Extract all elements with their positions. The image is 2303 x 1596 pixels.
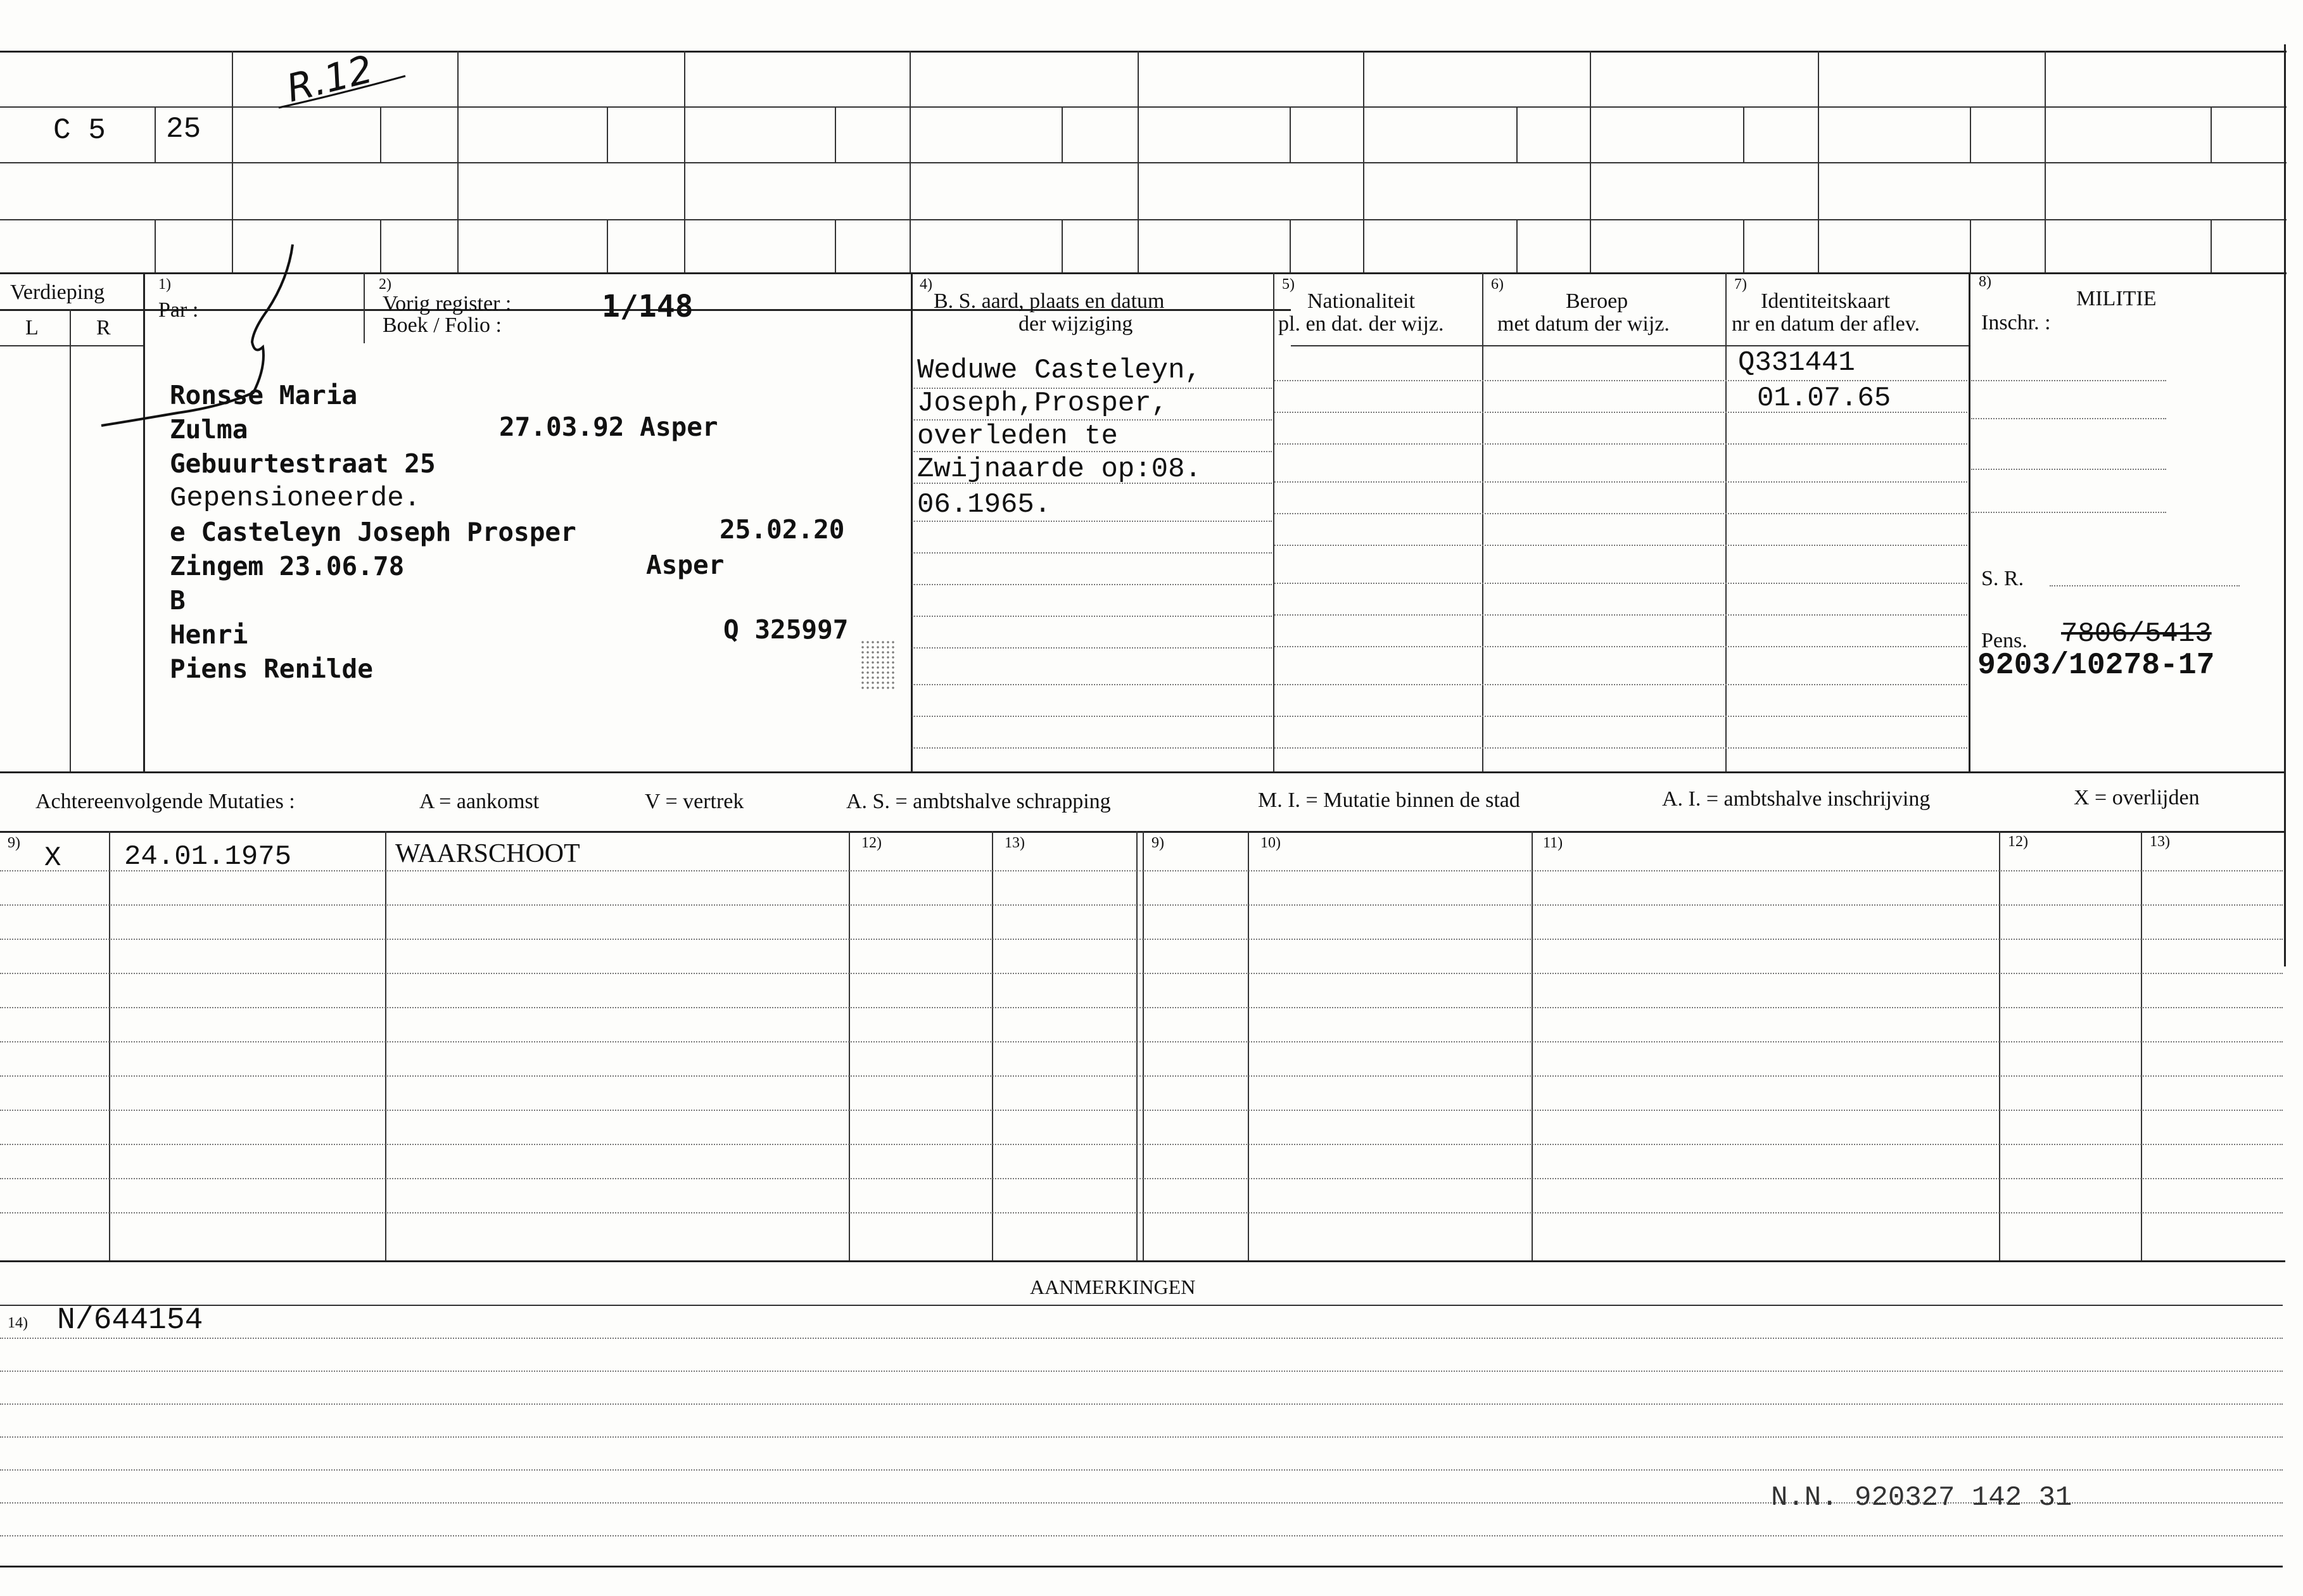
grid-divider [380, 106, 381, 162]
grid-divider [380, 219, 381, 272]
grid-line [0, 162, 2287, 163]
col2-number: 2) [379, 276, 391, 293]
grid-divider [607, 219, 608, 272]
mut-divider [2141, 831, 2142, 1260]
col-line [1274, 380, 1967, 381]
card-bottom-line [0, 1566, 2283, 1568]
militie-divider [1969, 272, 1970, 771]
handwritten-underline [272, 70, 412, 114]
mut-col9b-number: 9) [1152, 835, 1164, 851]
inschr-label: Inschr. : [1981, 311, 2051, 334]
mut-divider [1136, 831, 1138, 1260]
mut-line [0, 904, 2283, 906]
grid-divider [1290, 106, 1291, 162]
person-address: Gebuurtestraat 25 [170, 448, 436, 479]
grid-divider [835, 219, 836, 272]
person-birth: 27.03.92 Asper [499, 412, 718, 442]
nat-divider [1273, 272, 1274, 771]
mut-line [0, 939, 2283, 940]
legend-vertrek: V = vertrek [645, 790, 744, 813]
aanm-line [0, 1535, 2283, 1536]
col5-number: 5) [1282, 276, 1295, 293]
bs-text-line1: Weduwe Casteleyn, [917, 355, 1202, 386]
mut-row1-type: X [44, 842, 61, 874]
mut-line [0, 1007, 2283, 1008]
stamp-smudge [860, 640, 896, 690]
grid-divider [1743, 106, 1744, 162]
id-header-line1: Identiteitskaart [1761, 289, 1890, 313]
grid-divider [1062, 106, 1063, 162]
col6-number: 6) [1491, 276, 1504, 293]
id-divider [1725, 272, 1727, 771]
mut-col11b-number: 11) [1543, 835, 1563, 851]
nn-number: N.N. 920327 142 31 [1771, 1482, 2072, 1514]
bs-line [912, 716, 1272, 717]
beroep-divider [1482, 272, 1483, 771]
mut-line [0, 1178, 2283, 1179]
pens-label: Pens. [1981, 629, 2027, 652]
legend-mutatie-stad: M. I. = Mutatie binnen de stad [1258, 788, 1520, 812]
grid-line [0, 219, 2287, 220]
grid-divider [1062, 219, 1063, 272]
id-date: 01.07.65 [1757, 383, 1891, 414]
col-line [1274, 646, 1967, 647]
bs-line [912, 521, 1272, 522]
verdieping-l-label: L [25, 316, 39, 339]
header-bottom-line [1291, 345, 1969, 346]
col-line [1274, 716, 1967, 717]
grid-divider [684, 51, 685, 272]
par-label: Par : [158, 298, 199, 322]
col-line [1274, 583, 1967, 584]
mut-line [0, 1041, 2283, 1042]
mut-line [0, 870, 2283, 871]
mut-divider [1248, 831, 1249, 1260]
bs-line [912, 552, 1272, 554]
person-spouse-place: Asper [646, 550, 725, 580]
aanm-top-line [0, 1305, 2283, 1306]
aanm-line [0, 1403, 2283, 1405]
col-line [1274, 443, 1967, 445]
col-line [1274, 481, 1967, 483]
mut-col10b-number: 10) [1260, 835, 1281, 851]
par-divider [364, 272, 365, 343]
grid-divider [2045, 51, 2046, 272]
mut-divider [385, 831, 386, 1260]
legend-ambtshalve-schrapping: A. S. = ambtshalve schrapping [846, 790, 1111, 813]
mut-line [0, 973, 2283, 974]
person-mother: Piens Renilde [170, 654, 373, 684]
grid-divider [232, 51, 233, 272]
grid-divider [910, 51, 911, 272]
person-spouse-date: 25.02.20 [720, 514, 845, 545]
bs-divider [911, 272, 913, 771]
person-line-b: B [170, 585, 186, 616]
bs-text-line2: Joseph,Prosper, [917, 388, 1169, 419]
bs-text-line4: Zwijnaarde op:08. [917, 453, 1202, 485]
legend-overlijden: X = overlijden [2074, 786, 2200, 809]
mut-col12b-number: 12) [2008, 833, 2028, 850]
grid-divider [2211, 106, 2212, 162]
militie-line [1971, 380, 2166, 381]
mut-line [0, 1212, 2283, 1213]
mut-row1-place: WAARSCHOOT [395, 839, 580, 868]
grid-divider [1818, 51, 1819, 272]
col-line [1274, 545, 1967, 546]
grid-line [0, 272, 2287, 274]
grid-divider [607, 106, 608, 162]
vorig-register-label: Vorig register : [383, 292, 512, 315]
col-line [1274, 684, 1967, 685]
aanm-line [0, 1436, 2283, 1438]
bs-header-line2: der wijziging [1018, 312, 1133, 336]
beroep-header-line2: met datum der wijz. [1497, 312, 1670, 336]
person-name-line1: Ronsse Maria [170, 380, 358, 410]
pens-new-value: 9203/10278-17 [1977, 649, 2215, 683]
col7-number: 7) [1734, 276, 1747, 293]
sr-line [2050, 585, 2240, 586]
legend-aankomst: A = aankomst [419, 790, 540, 813]
grid-divider [1290, 219, 1291, 272]
mutaties-bottom-line [0, 1260, 2285, 1262]
grid-divider [1516, 106, 1518, 162]
person-name-line2: Zulma [170, 414, 248, 445]
col8-number: 8) [1979, 274, 1991, 290]
person-spouse: e Casteleyn Joseph Prosper [170, 517, 576, 547]
aanm-value: N/644154 [57, 1303, 203, 1338]
mut-divider [1143, 831, 1144, 1260]
col4-number: 4) [920, 276, 932, 293]
grid-divider [1363, 51, 1364, 272]
beroep-header-line1: Beroep [1566, 289, 1628, 313]
grid-divider [457, 51, 459, 272]
mut-divider [109, 831, 110, 1260]
grid-divider [155, 106, 156, 162]
l-r-divider [70, 309, 71, 771]
grid-divider [1970, 219, 1971, 272]
nat-header-line2: pl. en dat. der wijz. [1278, 312, 1444, 336]
mut-line [0, 1144, 2283, 1145]
mut-divider [1999, 831, 2000, 1260]
person-section-bottom [0, 771, 2285, 773]
militie-line [1971, 469, 2166, 470]
mut-col12-number: 12) [861, 835, 882, 851]
id-header-line2: nr en datum der aflev. [1732, 312, 1920, 336]
aanmerkingen-title: AANMERKINGEN [1030, 1276, 1196, 1298]
mutaties-title: Achtereenvolgende Mutaties : [35, 790, 295, 813]
id-number: Q331441 [1738, 347, 1855, 379]
legend-ambtshalve-inschrijving: A. I. = ambtshalve inschrijving [1662, 787, 1931, 811]
mut-col13b-number: 13) [2150, 833, 2170, 850]
bs-text-line3: overleden te [917, 421, 1118, 452]
col1-number: 1) [158, 276, 171, 293]
grid-divider [1970, 106, 1971, 162]
aanm-line [0, 1469, 2283, 1471]
boek-folio-label: Boek / Folio : [383, 314, 502, 337]
person-father: Henri [170, 619, 248, 650]
mut-col9-number: 9) [8, 835, 20, 851]
person-code: Q 325997 [723, 614, 849, 645]
aanm-line [0, 1338, 2283, 1339]
mut-divider [1532, 831, 1533, 1260]
grid-divider [1743, 219, 1744, 272]
mut-row1-date: 24.01.1975 [124, 841, 292, 873]
nat-header-line1: Nationaliteit [1307, 289, 1415, 313]
mut-divider [992, 831, 993, 1260]
right-border [2284, 44, 2286, 966]
vorig-register-value: 1/148 [602, 289, 694, 324]
sr-label: S. R. [1981, 567, 2024, 590]
verdieping-r-label: R [96, 316, 111, 339]
col-line [1274, 513, 1967, 514]
grid-divider [1516, 219, 1518, 272]
mut-divider [849, 831, 850, 1260]
grid-divider [835, 106, 836, 162]
bs-line [912, 584, 1272, 585]
mut-col13-number: 13) [1005, 835, 1025, 851]
grid-divider [2211, 219, 2212, 272]
col-line [1274, 747, 1967, 749]
handwritten-code: R.12 [282, 47, 377, 111]
bs-line [912, 747, 1272, 749]
code-25: 25 [166, 113, 201, 146]
person-spouse-birth: Zingem 23.06.78 [170, 551, 405, 581]
aanm-number: 14) [8, 1315, 28, 1331]
militie-line [1971, 512, 2166, 513]
pens-old-value: 7806/5413 [2061, 618, 2212, 650]
person-occupation: Gepensioneerde. [170, 483, 421, 514]
aanm-line [0, 1371, 2283, 1372]
mut-line [0, 1110, 2283, 1111]
mut-line [0, 1075, 2283, 1077]
bs-line [912, 684, 1272, 685]
bs-line [912, 647, 1272, 649]
verdieping-label: Verdieping [10, 281, 105, 304]
militie-line [1971, 418, 2166, 419]
bs-line [912, 616, 1272, 617]
bs-text-line5: 06.1965. [917, 489, 1051, 521]
bs-header-line1: B. S. aard, plaats en datum [934, 289, 1165, 313]
grid-divider [1138, 51, 1139, 272]
col-line [1274, 614, 1967, 616]
militie-header: MILITIE [2076, 287, 2157, 310]
code-c5: C 5 [53, 114, 106, 147]
grid-divider [1590, 51, 1591, 272]
